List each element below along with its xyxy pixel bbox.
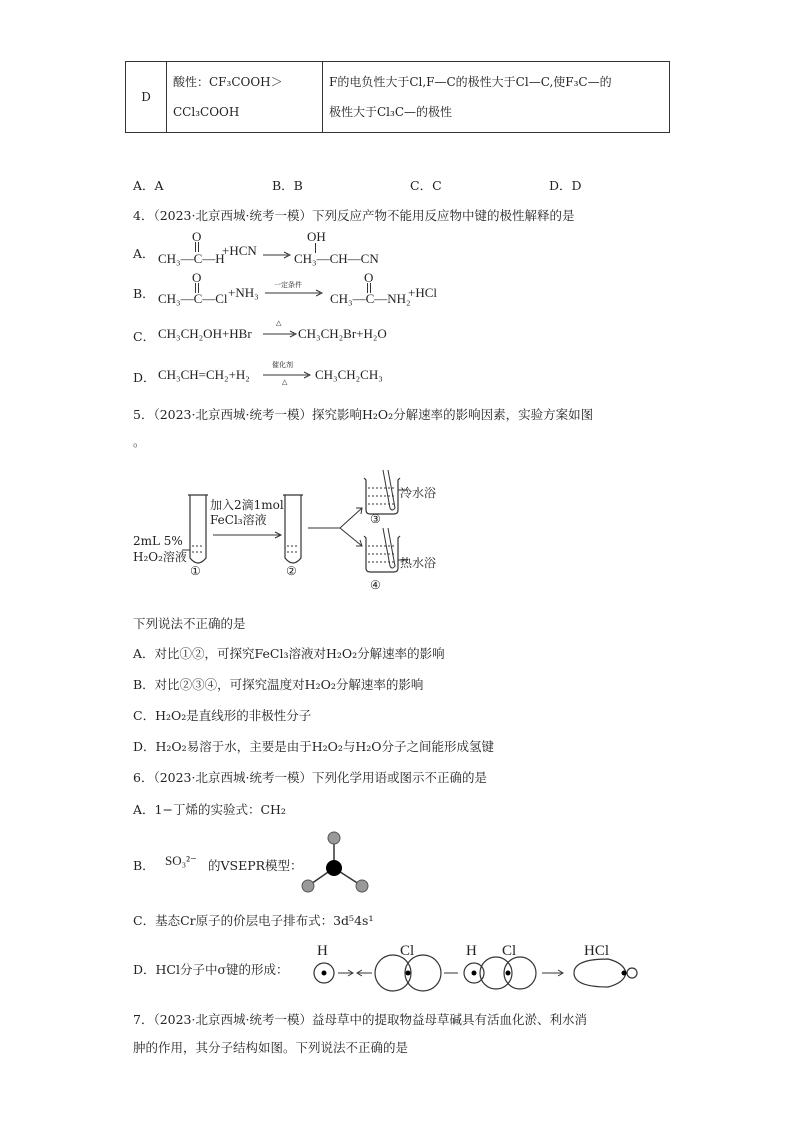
q4-d-products: CH₃CH₂CH₃ xyxy=(315,367,383,382)
sigma-label-cl1: Cl xyxy=(400,943,415,959)
q4-option-b-label[interactable]: B． xyxy=(133,286,155,301)
q3-option-c[interactable]: C．C xyxy=(410,178,442,193)
table-cell-explanation-line2: 极性大于Cl₃C—的极性 xyxy=(329,105,453,119)
answer-table xyxy=(125,61,670,133)
q4-b-nh3: +NH₃ xyxy=(228,285,259,300)
table-row xyxy=(126,62,670,133)
table-cell-property-line2: CCl₃COOH xyxy=(173,105,240,119)
diagram-add-text-2: FeCl₃溶液 xyxy=(210,513,267,527)
table-cell-explanation xyxy=(323,62,670,133)
q5-ask: 下列说法不正确的是 xyxy=(133,616,246,631)
sigma-label-h2: H xyxy=(466,943,477,959)
q4-stem: 4．（2023·北京西城·统考一模）下列反应产物不能用反应物中键的极性解释的是 xyxy=(133,208,575,223)
q5-option-d[interactable]: D．H₂O₂易溶于水，主要是由于H₂O₂与H₂O分子之间能形成氢键 xyxy=(133,739,495,754)
q4-b-condition: 一定条件 xyxy=(274,281,302,289)
sigma-label-cl2: Cl xyxy=(502,943,517,959)
q4-d-reactants: CH₃CH=CH₂+H₂ xyxy=(158,367,250,382)
q4-a-hcn: +HCN xyxy=(222,243,257,258)
table-cell-property-line1: 酸性：CF₃COOH＞ xyxy=(173,75,283,89)
q4-a-arrow xyxy=(262,250,292,260)
q6-option-a[interactable]: A．1−丁烯的实验式：CH₂ xyxy=(133,802,286,817)
q4-b-product-o: O xyxy=(364,270,374,285)
diagram-hot-bath: 热水浴 xyxy=(400,556,437,570)
q3-option-b[interactable]: B．B xyxy=(272,178,303,193)
q4-b-hcl: +HCl xyxy=(408,285,438,300)
sigma-label-hcl: HCl xyxy=(584,943,610,959)
q5-stem: 5．（2023·北京西城·统考一模）探究影响H₂O₂分解速率的影响因素，实验方案如图 xyxy=(133,407,594,422)
q5-option-c[interactable]: C．H₂O₂是直线形的非极性分子 xyxy=(133,708,312,723)
q6-option-d-label[interactable]: D．HCl分子中σ键的形成： xyxy=(133,962,289,977)
q5-option-a[interactable]: A．对比①②，可探究FeCl₃溶液对H₂O₂分解速率的影响 xyxy=(133,646,445,661)
q4-a-product: CH₃—CH—CN xyxy=(294,251,379,266)
q4-option-c-label[interactable]: C． xyxy=(133,329,156,344)
q3-option-d[interactable]: D．D xyxy=(549,178,582,193)
sigma-label-h1: H xyxy=(317,943,328,959)
q4-c-condition: △ xyxy=(276,319,282,327)
q4-d-heat: △ xyxy=(282,378,288,386)
q6-b-ion: SO₃²⁻ xyxy=(165,853,197,868)
q4-b-product: CH₃—C—NH₂ xyxy=(330,291,411,306)
q4-c-products: CH₃CH₂Br+H₂O xyxy=(298,326,387,341)
diagram-label-3: ③ xyxy=(370,512,381,526)
q4-c-reactants: CH₃CH₂OH+HBr xyxy=(158,326,252,341)
q6-stem: 6．（2023·北京西城·统考一模）下列化学用语或图示不正确的是 xyxy=(133,770,487,785)
table-cell-label: D xyxy=(126,62,167,133)
q6-option-c[interactable]: C．基态Cr原子的价层电子排布式：3d⁵4s¹ xyxy=(133,913,374,928)
diagram-solution-1: 2mL 5% xyxy=(133,534,183,548)
diagram-label-2: ② xyxy=(286,564,297,578)
q4-b-reactant: CH₃—C—Cl xyxy=(158,291,228,306)
q5-stem-end: 。 xyxy=(133,434,146,449)
q3-option-a[interactable]: A．A xyxy=(133,178,164,193)
q6-option-b-label[interactable]: B． xyxy=(133,858,155,873)
diagram-label-4: ④ xyxy=(370,578,381,592)
table-cell-explanation-line1: F的电负性大于Cl,F—C的极性大于Cl—C,使F₃C—的 xyxy=(329,75,612,89)
q4-a-carbonyl-o: O xyxy=(192,229,202,244)
q4-b-arrow xyxy=(264,288,324,298)
diagram-add-text-1: 加入2滴1mol xyxy=(210,498,284,512)
q4-option-d-label[interactable]: D． xyxy=(133,370,156,385)
test-tube-2 xyxy=(283,495,303,563)
q6-b-text: 的VSEPR模型： xyxy=(208,858,303,873)
q4-c-arrow xyxy=(262,329,298,339)
q4-a-reactant: CH₃—C—H xyxy=(158,251,225,266)
table-cell-property xyxy=(167,62,323,133)
q7-line2: 肿的作用，其分子结构如图。下列说法不正确的是 xyxy=(133,1040,409,1055)
q7-line1: 7．（2023·北京西城·统考一模）益母草中的提取物益母草碱具有活血化淤、利水消 xyxy=(133,1012,587,1027)
q4-d-catalyst: 催化剂 xyxy=(272,361,293,369)
diagram-solution-2: H₂O₂溶液 xyxy=(133,550,187,564)
q4-b-carbonyl-o: O xyxy=(192,270,202,285)
q4-a-oh: OH xyxy=(307,229,326,244)
diagram-label-1: ① xyxy=(190,564,201,578)
q5-option-b[interactable]: B．对比②③④，可探究温度对H₂O₂分解速率的影响 xyxy=(133,677,424,692)
q4-option-a-label[interactable]: A． xyxy=(133,246,155,261)
diagram-cold-bath: 冷水浴 xyxy=(400,486,437,500)
vsepr-model xyxy=(296,828,376,898)
